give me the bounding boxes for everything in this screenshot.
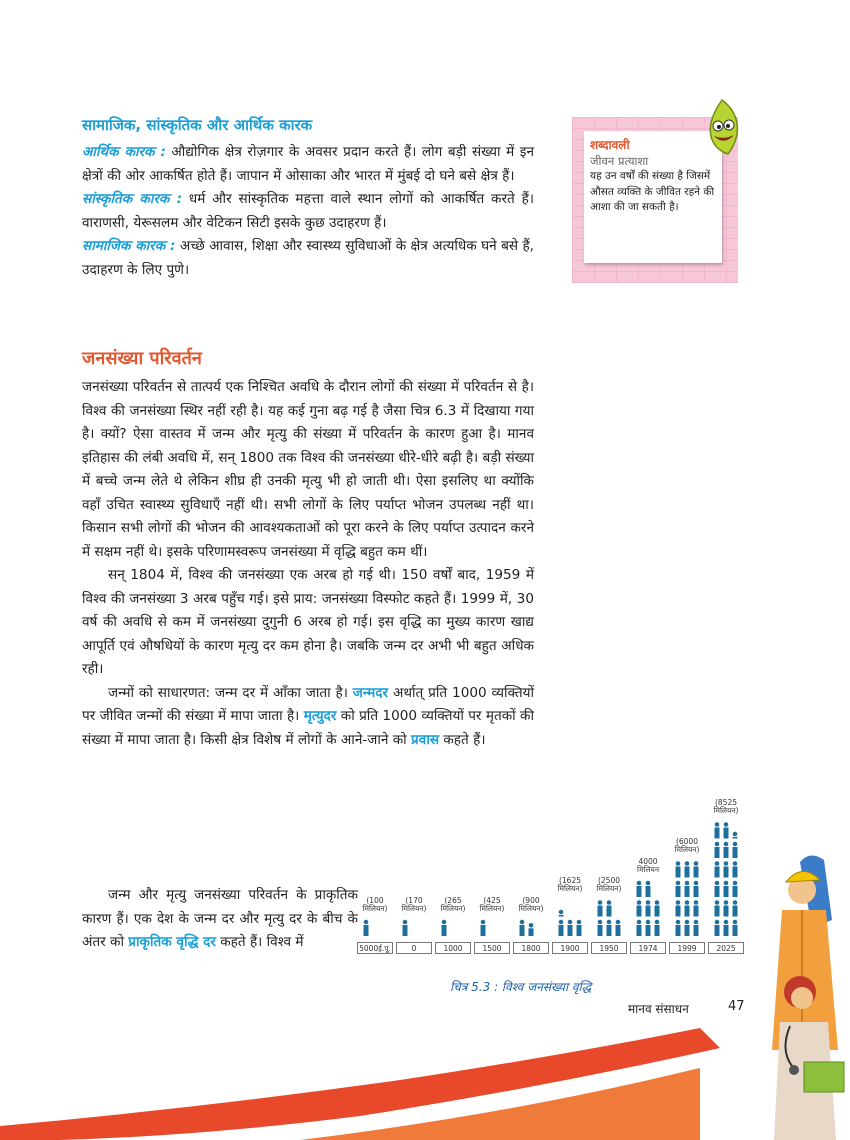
footer-label: मानव संसाधन — [628, 1002, 689, 1016]
x-tick-label: 1800 — [513, 942, 549, 954]
person-figure-6-3 — [598, 900, 603, 916]
person-figure-6-2 — [616, 920, 621, 936]
cultural-factor-text: धर्म और सांस्कृतिक महत्ता वाले स्थान लोगों को आकर्षित करते हैं। वाराणसी, येरूसलम और वेटिकन सिटी इसके कुछ उदाहरण हैं। — [82, 191, 534, 231]
person-figure-9-3 — [715, 900, 720, 916]
x-tick-label: 1999 — [669, 942, 705, 954]
person-figure-6-0 — [598, 920, 603, 936]
leaf-mascot-icon — [698, 98, 746, 158]
person-figure-5-2 — [577, 920, 582, 936]
person-figure-7-6 — [637, 881, 642, 897]
person-figure-9-0 — [715, 920, 720, 936]
x-tick-label: 5000ई.पू. — [357, 942, 393, 954]
person-figure-5-3 — [559, 910, 564, 917]
person-figure-8-4 — [685, 900, 690, 916]
person-figure-7-3 — [637, 900, 642, 916]
glossary-title: शब्दावली — [590, 138, 630, 152]
birth-rate-keyword: जन्मदर — [352, 684, 389, 701]
data-label: (6000 मिलियन) — [674, 837, 700, 854]
person-figure-9-6 — [715, 881, 720, 897]
p3-text-a: जन्मों को साधारणत: जन्म दर में आँका जाता है। — [108, 684, 353, 701]
person-figure-8-7 — [685, 881, 690, 897]
person-figure-1-0 — [403, 920, 408, 936]
economic-factor-text: औद्योगिक क्षेत्र रोज़गार के अवसर प्रदान करते हैं। लोग बड़ी संख्या में इन क्षेत्रों की ओर आकर्षित होते हैं। जापान में ओसाका और भारत में मुंबई दो घने बसे क्षेत्र हैं। — [82, 144, 534, 184]
natural-growth-keyword: प्राकृतिक वृद्धि दर — [128, 934, 216, 950]
x-tick-label: 1000 — [435, 942, 471, 954]
person-figure-7-7 — [646, 881, 651, 897]
migration-keyword: प्रवास — [411, 731, 440, 748]
economic-factor-term: आर्थिक कारक : — [82, 144, 166, 160]
person-figure-9-14 — [733, 842, 738, 858]
person-figure-2-0 — [442, 920, 447, 936]
paragraph-4 — [82, 884, 358, 955]
person-figure-0-0 — [364, 920, 369, 936]
person-figure-7-2 — [655, 920, 660, 936]
cultural-factor-paragraph — [82, 188, 534, 235]
data-label: (265 मिलियन) — [440, 895, 466, 913]
person-figure-7-0 — [637, 920, 642, 936]
social-factor-term: सामाजिक कारक : — [82, 238, 176, 254]
glossary-definition: यह उन वर्षों की संख्या है जिसमें औसत व्यक्ति के जीवित रहने की आशा की जा सकती है। — [590, 170, 715, 213]
data-label: (170 मिलियन) — [401, 895, 427, 913]
person-figure-9-15 — [715, 822, 720, 838]
person-figure-9-5 — [733, 900, 738, 916]
person-figure-4-1 — [529, 923, 534, 936]
person-figure-9-9 — [715, 861, 720, 877]
social-factor-text: अच्छे आवास, शिक्षा और स्वास्थ्य सुविधाओं के क्षेत्र अत्यधिक घने बसे हैं, उदाहरण के लिए पुणे। — [82, 238, 534, 278]
person-figure-9-1 — [724, 920, 729, 936]
person-figure-8-2 — [694, 920, 699, 936]
person-figure-8-5 — [694, 900, 699, 916]
person-figure-4-0 — [520, 920, 525, 936]
person-figure-6-1 — [607, 920, 612, 936]
data-label: (8525 मिलियन) — [713, 798, 739, 815]
figure-caption: चित्र 5.3 : विश्व जनसंख्या वृद्धि — [450, 980, 592, 994]
person-figure-8-11 — [694, 861, 699, 877]
person-figure-9-7 — [724, 881, 729, 897]
person-figure-6-4 — [607, 900, 612, 916]
x-tick-label: 1500 — [474, 942, 510, 954]
person-figure-5-1 — [568, 920, 573, 936]
data-label: (2500 मिलियन) — [596, 876, 622, 893]
data-label: (100 मिलियन) — [362, 895, 388, 913]
person-figure-9-16 — [724, 822, 729, 838]
person-figure-5-0 — [559, 920, 564, 936]
person-figure-9-17 — [733, 832, 738, 839]
cultural-factor-term: सांस्कृतिक कारक : — [82, 191, 183, 207]
p3-text-d: कहते हैं। — [439, 731, 486, 748]
social-factor-paragraph — [82, 235, 534, 282]
x-tick-label: 1974 — [630, 942, 666, 954]
p4-text-b: कहते हैं। विश्व में — [215, 934, 304, 950]
economic-factor-paragraph — [82, 141, 534, 188]
page-number: 47 — [728, 999, 745, 1014]
person-figure-7-4 — [646, 900, 651, 916]
person-figure-8-6 — [676, 881, 681, 897]
x-tick-label: 1900 — [552, 942, 588, 954]
data-label: (900 मिलियन) — [518, 895, 544, 913]
person-figure-9-4 — [724, 900, 729, 916]
person-figure-8-10 — [685, 861, 690, 877]
paragraph-1: जनसंख्या परिवर्तन से तात्पर्य एक निश्चित अवधि के दौरान लोगों की संख्या में परिवर्तन से है। विश्व की जनसंख्या स्थिर नहीं रही है। यह कई गुना बढ़ गई है जैसा चित्र 6.3 में दिखाया गया है। क्यों? ऐसा वास्तव में जन्म और मृत्यु की संख्या में परिवर्तन के कारण हुआ है। मानव इतिहास की लंबी अवधि में, सन् 1800 तक विश्व की जनसंख्या धीरे-धीरे बढ़ी है। बड़ी संख्या में बच्चे जन्म लेते थे लेकिन शीघ्र ही उनकी मृत्यु भी हो जाती थी। ऐसा इसलिए था क्योंकि वहाँ उचित स्वास्थ्य सुविधाएँ नहीं थी। सभी लोगों के लिए पर्याप्त भोजन उपलब्ध नहीं था। किसान सभी लोगों की भोजन की आवश्यकताओं को पूरा करने के लिए पर्याप्त उत्पादन करने में सक्षम नहीं थे। इसके परिणामस्वरूप जनसंख्या में वृद्धि बहुत कम थीं। — [82, 379, 534, 560]
decorative-swoosh — [0, 1008, 850, 1140]
x-tick-label: 2025 — [708, 942, 744, 954]
section-heading: सामाजिक, सांस्कृतिक और आर्थिक कारक — [82, 116, 313, 134]
paragraph-3 — [82, 682, 534, 753]
person-figure-9-13 — [724, 842, 729, 858]
person-figure-9-11 — [733, 861, 738, 877]
section-social-factors — [82, 115, 534, 282]
person-figure-7-5 — [655, 900, 660, 916]
paragraph-2: सन् 1804 में, विश्व की जनसंख्या एक अरब हो गई थी। 150 वर्षों बाद, 1959 में विश्व की जनसंख्या 3 अरब पहुँच गई। इसे प्राय: जनसंख्या विस्फोट कहते हैं। 1999 में, 30 वर्ष की अवधि से कम में जनसंख्या दुगुनी 6 अरब हो गई। इस वृद्धि का मुख्य कारण खाद्य आपूर्ति एवं औषधियों के कारण मृत्यु दर कम होना है। जबकि जन्म दर अभी भी बहुत अधिक रही। — [82, 567, 534, 677]
data-label: (1625 मिलियन) — [557, 876, 583, 893]
p3-text-c: को प्रति 1000 व्यक्तियों पर मृतकों की संख्या में मापा जाता है। किसी क्षेत्र विशेष में लोगों के आने-जाने को — [82, 708, 534, 748]
person-figure-9-8 — [733, 881, 738, 897]
death-rate-keyword: मृत्युदर — [303, 708, 337, 724]
person-figure-7-1 — [646, 920, 651, 936]
x-tick-label: 1950 — [591, 942, 627, 954]
person-figure-9-2 — [733, 920, 738, 936]
person-figure-3-0 — [481, 920, 486, 936]
x-tick-label: 0 — [396, 942, 432, 954]
person-figure-8-9 — [676, 861, 681, 877]
p3-text-b: अर्थात् प्रति 1000 व्यक्तियों पर जीवित जन्मों की संख्या में मापा जाता है। — [82, 684, 535, 724]
person-figure-9-12 — [715, 842, 720, 858]
data-label: (425 मिलियन) — [479, 895, 505, 913]
glossary-term: जीवन प्रत्याशा — [590, 154, 649, 168]
p4-text-a: जन्म और मृत्यु जनसंख्या परिवर्तन के प्राकृतिक कारण हैं। एक देश के जन्म दर और मृत्यु दर के बीच के अंतर को — [82, 887, 358, 950]
person-figure-8-1 — [685, 920, 690, 936]
population-change-heading: जनसंख्या परिवर्तन — [82, 348, 202, 369]
person-figure-9-10 — [724, 861, 729, 877]
person-figure-8-3 — [676, 900, 681, 916]
person-figure-8-0 — [676, 920, 681, 936]
person-figure-8-8 — [694, 881, 699, 897]
section-population-change — [82, 346, 534, 752]
data-label: 4000 मिलियन — [637, 856, 659, 874]
